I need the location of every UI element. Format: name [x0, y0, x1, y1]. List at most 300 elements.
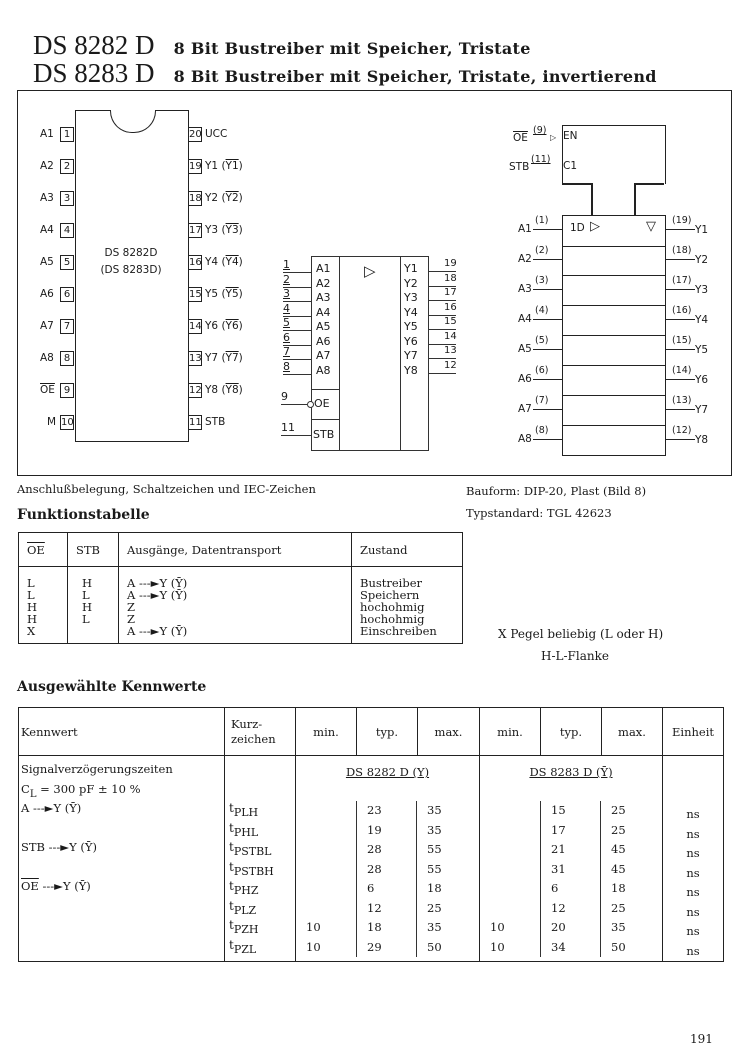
table-cell: Einschreiben	[360, 624, 437, 638]
table-cell: 35	[611, 920, 626, 934]
pin-number-box: 19	[189, 161, 202, 172]
pin-number-box: 9	[60, 383, 74, 398]
output-pin-number: 16	[444, 301, 457, 313]
table-header-row	[19, 708, 724, 756]
pin-name: A8	[40, 352, 54, 364]
d-label: 1D	[570, 222, 585, 234]
pin-name: Y8 (Y8)	[205, 384, 243, 396]
input-pin-number: 4	[283, 301, 290, 315]
pin-name: Y4 (Y4)	[205, 256, 243, 268]
table-cell	[490, 860, 540, 880]
logic-column	[339, 256, 401, 451]
iec-input-label: A7	[518, 403, 532, 415]
pin-name: A1	[40, 128, 54, 140]
table-cell: 12	[367, 900, 382, 915]
iec-input-label: A1	[518, 223, 532, 235]
table-header-row	[19, 533, 463, 567]
legend-flank: H-L-Flanke	[541, 649, 609, 663]
zustand-column	[352, 567, 463, 644]
inverted-pin-name: Y2	[225, 192, 239, 204]
iec-output-pin: (16)	[672, 305, 692, 316]
pin-number-box: 13	[189, 353, 202, 364]
buffer-icon: ▷	[590, 219, 600, 234]
pin-number-box: 5	[60, 255, 74, 270]
table-cell: L	[82, 588, 90, 602]
output-label: Y8	[404, 363, 418, 377]
table-cell: A ---►Y (Ȳ)	[127, 576, 188, 590]
kennwert-label: STB ---►Y (Ȳ)	[21, 840, 97, 854]
iec-cell	[562, 425, 666, 456]
control-neck	[591, 183, 593, 215]
stb-pin: (11)	[531, 154, 551, 165]
einheit-column	[663, 756, 724, 962]
table-cell: A ---►Y (Ȳ)	[127, 624, 188, 638]
unit-cell: ns	[686, 904, 700, 919]
output-label: Y6	[404, 334, 418, 348]
table-cell: L	[27, 576, 35, 590]
pin-name: Y3 (Y3)	[205, 224, 243, 236]
table-cell: 10	[306, 939, 321, 954]
unit-cell: ns	[686, 885, 700, 899]
table-cell: hochohmig	[360, 612, 425, 626]
table-cell: 55	[427, 842, 442, 856]
table-cell: 28	[367, 842, 382, 856]
control-neck	[634, 183, 636, 215]
iec-output-label: Y5	[695, 344, 709, 356]
pin-number-box: 7	[60, 319, 74, 334]
table-cell: 21	[551, 842, 566, 856]
table-cell: 45	[611, 842, 626, 856]
separator	[311, 389, 339, 390]
table-cell: 25	[611, 803, 626, 817]
table-cell: H	[27, 612, 38, 626]
col-header-kennwert: Kennwert	[19, 708, 225, 756]
group-label: Signalverzögerungszeiten	[21, 762, 173, 776]
stb-wire	[281, 435, 311, 436]
buffer-icon: ▷	[364, 262, 376, 280]
table-cell: 10	[490, 920, 505, 934]
table-cell	[306, 879, 356, 899]
device-b-label: DS 8283 D (Ȳ)	[529, 765, 613, 779]
pin-number-box: 15	[189, 289, 202, 300]
col-header-ausgaenge: Ausgänge, Datentransport	[119, 533, 352, 567]
a-max-column	[416, 801, 476, 957]
kennwert-label	[21, 916, 224, 936]
unit-cell: ns	[686, 865, 700, 880]
symbol: tPZL	[229, 937, 257, 956]
negation-triangle-icon: ▷	[550, 133, 557, 142]
iec-cell	[562, 245, 666, 276]
output-label: Y4	[404, 305, 418, 319]
col-header-oe: $\overline{OE}$	[19, 533, 68, 567]
output-pin-number: 12	[444, 359, 457, 371]
iec-input-wire	[533, 319, 562, 320]
title-line-8282	[33, 30, 531, 61]
pin-name: A7	[40, 320, 54, 332]
pin-name: $\overline{OE}$	[40, 384, 55, 396]
table-cell: Z	[127, 600, 135, 614]
input-label: A3	[316, 291, 331, 304]
input-label: A7	[316, 349, 331, 362]
table-cell	[490, 801, 540, 821]
table-cell: 25	[427, 900, 442, 915]
table-cell: 12	[551, 900, 566, 915]
table-cell: 25	[611, 900, 626, 915]
table-cell: 6	[367, 881, 375, 895]
output-pin-number: 17	[444, 287, 457, 298]
title-line-8283	[33, 58, 657, 89]
pin-name: Y7 (Y7)	[205, 352, 243, 364]
table-cell: 18	[427, 881, 442, 895]
kennwert-label: A ---►Y (Ȳ)	[21, 801, 82, 815]
col-header-min-b: min.	[480, 708, 541, 756]
pin-number-box: 8	[60, 351, 74, 366]
table-cell: 6	[551, 881, 559, 895]
col-header-min-a: min.	[296, 708, 357, 756]
control-block-edge	[634, 183, 664, 185]
iec-output-pin: (14)	[672, 365, 692, 376]
stb-label: STB	[509, 161, 530, 173]
kennwert-label	[21, 858, 224, 878]
iec-cell	[562, 395, 666, 426]
pin-number-box: 1	[60, 127, 74, 142]
input-pin-number: 7	[283, 345, 290, 358]
input-pin-number: 2	[283, 272, 290, 286]
col-header-typ-a: typ.	[357, 708, 418, 756]
table-cell: 18	[367, 920, 382, 934]
output-label: Y3	[404, 291, 418, 304]
table-cell	[306, 840, 356, 860]
output-pin-number: 14	[444, 330, 457, 342]
table-cell: 31	[551, 861, 566, 876]
a-typ-column	[356, 801, 416, 957]
c1-label: C1	[563, 160, 578, 172]
control-block	[562, 125, 666, 184]
pin-name: Y1 (Y1)	[205, 160, 243, 172]
table-cell: A ---►Y (Ȳ)	[127, 588, 188, 602]
iec-output-label: Y2	[695, 254, 709, 266]
output-label: Y2	[404, 276, 418, 290]
iec-input-label: A8	[518, 433, 532, 445]
pin-number-box: 20	[189, 129, 202, 140]
input-label: A8	[316, 363, 331, 377]
iec-input-pin: (5)	[535, 335, 549, 346]
input-label: A1	[316, 262, 331, 275]
unit-cell: ns	[686, 943, 700, 958]
input-pin-number: 5	[283, 316, 290, 329]
input-label: A4	[316, 305, 331, 319]
col-header-max-a: max.	[418, 708, 480, 756]
pin-number-box: 4	[60, 223, 74, 238]
oe-column	[19, 567, 68, 644]
iec-output-wire	[665, 409, 695, 410]
chip-label: DS 8282D (DS 8283D)	[100, 247, 162, 276]
pin-number-box: 18	[189, 193, 202, 204]
col-header-zustand: Zustand	[352, 533, 463, 567]
unit-cell: ns	[686, 826, 700, 841]
en-label: EN	[563, 130, 578, 142]
iec-output-label: Y8	[695, 434, 709, 446]
table-cell: L	[82, 612, 90, 626]
col-header-typ-b: typ.	[541, 708, 602, 756]
table-cell: 29	[367, 939, 382, 954]
input-pin-number: 8	[283, 359, 290, 373]
input-pin-number: 1	[283, 258, 290, 271]
pin-number-box: 3	[60, 191, 74, 206]
output-wire	[428, 373, 456, 374]
oe-pin: (9)	[533, 125, 547, 136]
pin-number-box: 17	[189, 225, 202, 236]
tristate-icon: ▽	[646, 219, 656, 234]
input-label: A6	[316, 334, 331, 348]
pin-number-box: 6	[60, 287, 74, 302]
iec-input-label: A4	[518, 313, 532, 325]
iec-input-wire	[533, 289, 562, 290]
table-cell: 18	[611, 881, 626, 895]
iec-input-pin: (3)	[535, 275, 549, 286]
pin-number-box: 11	[189, 417, 202, 428]
device-a-label: DS 8282 D (Y)	[345, 765, 430, 779]
kennwert-label	[21, 819, 224, 839]
table-cell: 20	[551, 920, 566, 934]
legend-x: X Pegel beliebig (L oder H)	[498, 627, 664, 641]
iec-output-wire	[665, 379, 695, 380]
iec-input-label: A5	[518, 343, 532, 355]
table-cell: X	[27, 624, 36, 638]
funktionstabelle	[18, 532, 463, 644]
pin-number-box: 14	[189, 321, 202, 332]
iec-input-pin: (1)	[535, 215, 549, 226]
iec-output-label: Y7	[695, 404, 709, 416]
page-number: 191	[690, 1032, 713, 1046]
pin-number-box: 12	[189, 385, 202, 396]
inverted-pin-name: Y3	[225, 224, 239, 236]
col-header-einheit: Einheit	[663, 708, 724, 756]
table-cell: 55	[427, 861, 442, 876]
input-pin-number: 3	[283, 287, 290, 300]
table-cell: 45	[611, 861, 626, 876]
inverted-pin-name: Y5	[225, 288, 239, 300]
iec-cell	[562, 275, 666, 306]
symbol: tPLH	[229, 801, 259, 819]
oe-label: OE	[314, 397, 330, 410]
pin-name: A4	[40, 224, 54, 236]
inverted-pin-name: Y1	[225, 160, 239, 172]
input-label: A2	[316, 276, 331, 290]
iec-input-wire	[533, 259, 562, 260]
iec-output-pin: (15)	[672, 335, 692, 346]
output-label: Y7	[404, 349, 418, 362]
table-cell: Speichern	[360, 588, 420, 602]
unit-cell: ns	[686, 807, 700, 821]
spacer	[229, 760, 295, 799]
table-cell	[490, 879, 540, 899]
table-cell: Z	[127, 612, 135, 626]
iec-output-wire	[665, 229, 695, 230]
oe-wire	[281, 404, 307, 405]
iec-output-pin: (18)	[672, 245, 692, 256]
kennwerte-table	[18, 707, 724, 962]
table-cell: 10	[490, 939, 505, 954]
table-cell: 35	[427, 920, 442, 934]
table-body	[19, 567, 463, 644]
kennwert-label	[21, 897, 224, 917]
iec-cell	[562, 305, 666, 336]
iec-input-label: A3	[518, 283, 532, 295]
table-cell	[306, 860, 356, 880]
pin-name: A6	[40, 288, 54, 300]
ausgaenge-column	[119, 567, 352, 644]
table-cell: 25	[611, 822, 626, 837]
table-cell: 10	[306, 920, 321, 934]
table-cell	[82, 625, 110, 637]
iec-cell	[562, 365, 666, 396]
iec-output-wire	[665, 439, 695, 440]
typstandard: Typstandard: TGL 42623	[466, 506, 612, 520]
separator	[311, 419, 339, 420]
kurzzeichen-column	[225, 756, 296, 962]
iec-input-label: A2	[518, 253, 532, 265]
pin-name: Y6 (Y6)	[205, 320, 243, 332]
iec-output-label: Y1	[695, 224, 709, 236]
symbol: tPSTBL	[229, 840, 272, 858]
part-description: 8 Bit Bustreiber mit Speicher, Tristate, invertierend	[173, 67, 657, 86]
iec-input-pin: (6)	[535, 365, 549, 376]
iec-input-pin: (4)	[535, 305, 549, 316]
pin-number-box: 10	[61, 417, 74, 428]
a-min-column	[296, 801, 356, 957]
col-header-max-b: max.	[602, 708, 663, 756]
symbol: tPSTBH	[229, 859, 274, 878]
iec-output-label: Y6	[695, 374, 709, 386]
table-cell: hochohmig	[360, 600, 425, 614]
iec-input-pin: (2)	[535, 245, 549, 256]
iec-output-wire	[665, 259, 695, 260]
stb-label: STB	[313, 428, 335, 441]
b-typ-column	[540, 801, 600, 957]
device-a-group	[296, 756, 480, 962]
oe-pin-number: 9	[281, 390, 288, 403]
pin-name: Y2 (Y2)	[205, 192, 243, 204]
part-number: DS 8283 D	[33, 58, 155, 88]
table-cell: Bustreiber	[360, 576, 423, 590]
kennwert-column	[19, 756, 225, 962]
table-cell: H	[82, 600, 93, 614]
output-pin-number: 18	[444, 272, 457, 284]
table-cell: 23	[367, 803, 382, 817]
control-block-edge	[562, 183, 592, 185]
table-cell: 17	[551, 822, 566, 837]
table-cell: 19	[367, 822, 382, 837]
unit-cell: ns	[686, 846, 700, 860]
col-header-kurzzeichen: Kurz- zeichen	[225, 708, 296, 756]
iec-input-wire	[533, 229, 562, 230]
iec-input-wire	[533, 439, 562, 440]
col-header-stb: STB	[68, 533, 119, 567]
table-body	[19, 756, 724, 962]
inverter-bubble-icon	[307, 401, 314, 408]
inverted-pin-name: Y7	[225, 352, 239, 364]
table-cell	[306, 801, 356, 821]
table-cell: 50	[427, 939, 442, 954]
table-cell	[490, 899, 540, 919]
table-cell: 34	[551, 939, 566, 954]
kennwert-label: $\overline{OE}$ ---►Y (Ȳ)	[21, 879, 91, 893]
kennwerte-heading: Ausgewählte Kennwerte	[17, 679, 207, 695]
pin-name: A5	[40, 256, 54, 268]
part-description: 8 Bit Bustreiber mit Speicher, Tristate	[173, 39, 531, 58]
pin-name: Y5 (Y5)	[205, 288, 243, 300]
symbol: tPHZ	[229, 879, 259, 897]
iec-output-label: Y3	[695, 284, 709, 296]
unit-cell: ns	[686, 924, 700, 938]
iec-output-pin: (19)	[672, 215, 692, 226]
iec-input-wire	[533, 379, 562, 380]
iec-cell	[562, 335, 666, 366]
condition: CL = 300 pF ± 10 %	[21, 781, 141, 800]
table-cell: 28	[367, 861, 382, 876]
inverted-pin-name: Y4	[225, 256, 239, 268]
symbol: tPZH	[229, 918, 259, 936]
iec-output-wire	[665, 319, 695, 320]
iec-input-wire	[533, 349, 562, 350]
table-cell: H	[82, 576, 93, 590]
bauform: Bauform: DIP-20, Plast (Bild 8)	[466, 484, 647, 498]
input-wire	[283, 374, 311, 375]
pin-number-box: 16	[189, 257, 202, 268]
iec-output-label: Y4	[695, 314, 709, 326]
table-cell: H	[27, 600, 38, 614]
b-min-column	[480, 801, 540, 957]
iec-output-wire	[665, 349, 695, 350]
iec-input-wire	[533, 409, 562, 410]
pin-name: STB	[205, 416, 226, 428]
diagram-caption: Anschlußbelegung, Schaltzeichen und IEC-Zeichen	[17, 482, 316, 496]
table-cell: 35	[427, 822, 442, 837]
inverted-pin-name: Y6	[225, 320, 239, 332]
table-cell: 15	[551, 803, 566, 817]
iec-input-label: A6	[518, 373, 532, 385]
table-cell	[490, 840, 540, 860]
pin-name: A2	[40, 160, 54, 172]
output-pin-number: 13	[444, 345, 457, 356]
table-cell	[490, 821, 540, 841]
iec-output-wire	[665, 289, 695, 290]
output-label: Y1	[404, 262, 418, 275]
device-b-group	[480, 756, 663, 962]
pin-name: A3	[40, 192, 54, 204]
inverted-pin-name: Y8	[225, 384, 239, 396]
stb-column	[68, 567, 119, 644]
output-pin-number: 19	[444, 258, 457, 269]
iec-input-pin: (7)	[535, 395, 549, 406]
table-cell	[306, 899, 356, 919]
table-cell	[306, 821, 356, 841]
kennwert-label	[21, 936, 224, 956]
symbol: tPLZ	[229, 898, 257, 917]
iec-output-pin: (13)	[672, 395, 692, 406]
part-number: DS 8282 D	[33, 30, 155, 60]
stb-pin-number: 11	[281, 421, 295, 434]
pin-name: UCC	[205, 128, 228, 140]
input-label: A5	[316, 320, 331, 333]
funktionstabelle-heading: Funktionstabelle	[17, 507, 150, 523]
pin-name: M	[47, 416, 57, 428]
iec-output-pin: (12)	[672, 425, 692, 436]
output-pin-number: 15	[444, 316, 457, 327]
table-cell: 35	[427, 803, 442, 817]
table-cell: L	[27, 588, 35, 602]
